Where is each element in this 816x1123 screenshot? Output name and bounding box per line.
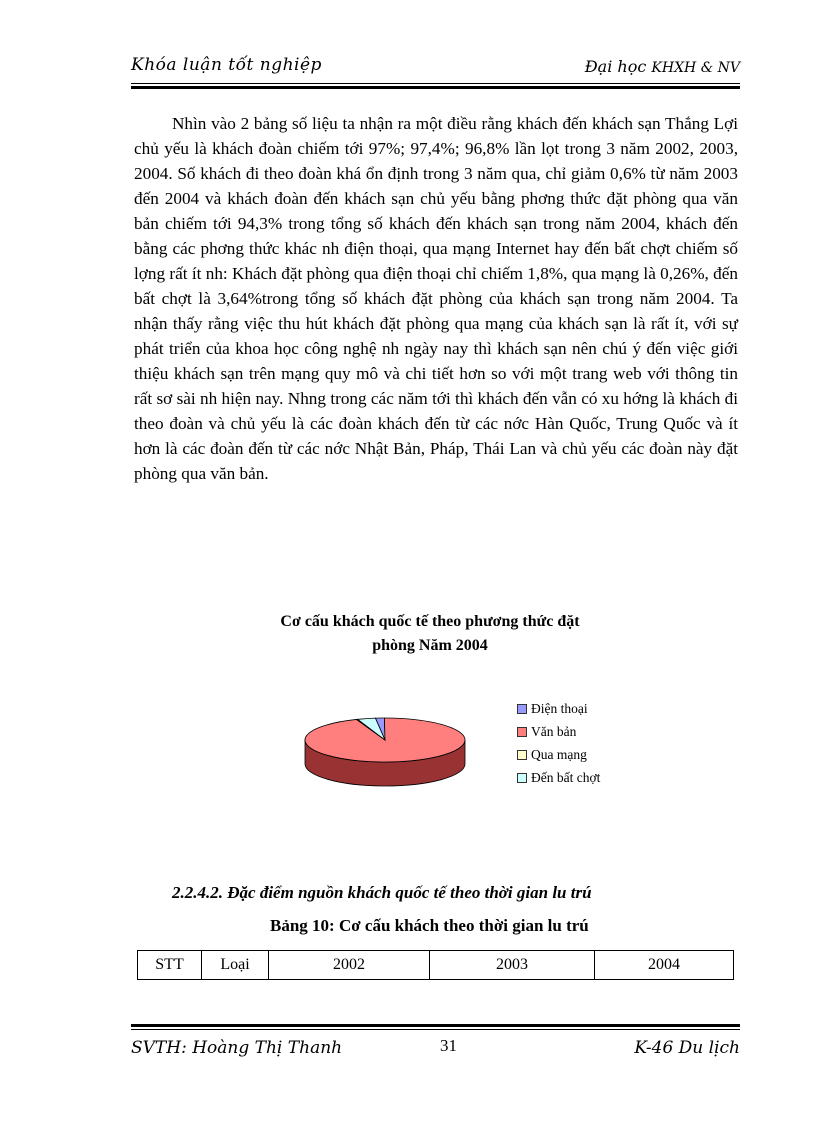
legend-label-den-bat-chot: Đến bất chợt	[531, 770, 601, 785]
chart-title-line-2: phòng Năm 2004	[372, 637, 488, 654]
table-header-2003: 2003	[430, 951, 595, 980]
legend-swatch-qua-mang	[517, 750, 527, 760]
section-heading: 2.2.4.2. Đặc điểm nguồn khách quốc tế theo thời gian lu trú	[172, 883, 592, 902]
table-header-row	[138, 951, 734, 980]
footer-author: SVTH: Hoàng Thị Thanh	[131, 1038, 343, 1058]
table-caption: Bảng 10: Cơ cấu khách theo thời gian lu trú	[270, 916, 589, 935]
header-university-faculty: KHXH & NV	[651, 60, 740, 76]
header-rule-thin	[131, 83, 740, 84]
data-table	[137, 950, 734, 980]
pie-tops	[305, 718, 465, 762]
legend-item-van-ban	[517, 720, 600, 743]
footer-rule-thin	[131, 1029, 740, 1030]
legend-item-dien-thoai	[517, 697, 600, 720]
header-thesis-title: Khóa luận tốt nghiệp	[131, 55, 322, 75]
legend-swatch-den-bat-chot	[517, 773, 527, 783]
table-header-loai: Loại	[202, 951, 269, 980]
legend-label-qua-mang: Qua mạng	[531, 747, 587, 762]
page-number: 31	[440, 1036, 457, 1055]
header-rule-thick	[131, 86, 740, 89]
body-paragraph: Nhìn vào 2 bảng số liệu ta nhận ra một điều rằng khách đến khách sạn Thắng Lợi chủ yếu là khách đoàn chiếm tới 97%; 97,4%; 96,8% lần lọt trong 3 năm 2002, 2003, 2004. Số khách đi theo đoàn khá ổn định trong 3 năm qua, chỉ giảm 0,6% từ năm 2003 đến 2004 và khách đoàn đến khách sạn chủ yếu bằng phơng thức đặt phòng qua văn bản chiếm tới 94,3% trong tổng số khách đến khách sạn trong năm 2004, khách đến bằng các phơng thức khác nh điện thoại, qua mạng Internet hay đến bất chợt chiếm số lợng rất ít nh: Khách đặt phòng qua điện thoại chỉ chiếm 1,8%, qua mạng là 0,26%, đến bất chợt là 3,64%trong tổng số khách đặt phòng của khách sạn trong năm 2004. Ta nhận thấy rằng việc thu hút khách đặt phòng qua mạng của khách sạn là rất ít, với sự phát triển của khoa học công nghệ nh ngày nay thì khách sạn nên chú ý đến việc giới thiệu khách sạn trên mạng quy mô và chi tiết hơn so với một trang web với thông tin rất sơ sài nh hiện nay. Nhng trong các năm tới thì khách đến vẫn có xu hớng là khách đi theo đoàn và chủ yếu là các đoàn khách đến từ các nớc Hàn Quốc, Trung Quốc và ít hơn là các đoàn đến từ các nớc Nhật Bản, Pháp, Thái Lan và chủ yếu các đoàn này đặt phòng qua văn bản.	[134, 114, 738, 483]
header-university	[585, 57, 740, 76]
footer-course: K-46 Du lịch	[634, 1038, 740, 1058]
table-header-2004: 2004	[595, 951, 734, 980]
chart-title	[230, 610, 630, 658]
body-text	[134, 111, 738, 486]
header-university-main: Đại học	[584, 57, 647, 76]
chart-title-line-1: Cơ cấu khách quốc tế theo phương thức đặt	[280, 613, 580, 630]
legend-swatch-dien-thoai	[517, 704, 527, 714]
table-header-2002: 2002	[269, 951, 430, 980]
pie-chart	[290, 700, 480, 800]
legend-item-qua-mang	[517, 743, 600, 766]
legend-swatch-van-ban	[517, 727, 527, 737]
footer-rule-thick	[131, 1024, 740, 1027]
legend-item-den-bat-chot	[517, 766, 600, 789]
legend-label-dien-thoai: Điện thoại	[531, 701, 588, 716]
legend-label-van-ban: Văn bản	[531, 724, 577, 739]
table-header-stt: STT	[138, 951, 202, 980]
chart-legend	[517, 697, 600, 789]
